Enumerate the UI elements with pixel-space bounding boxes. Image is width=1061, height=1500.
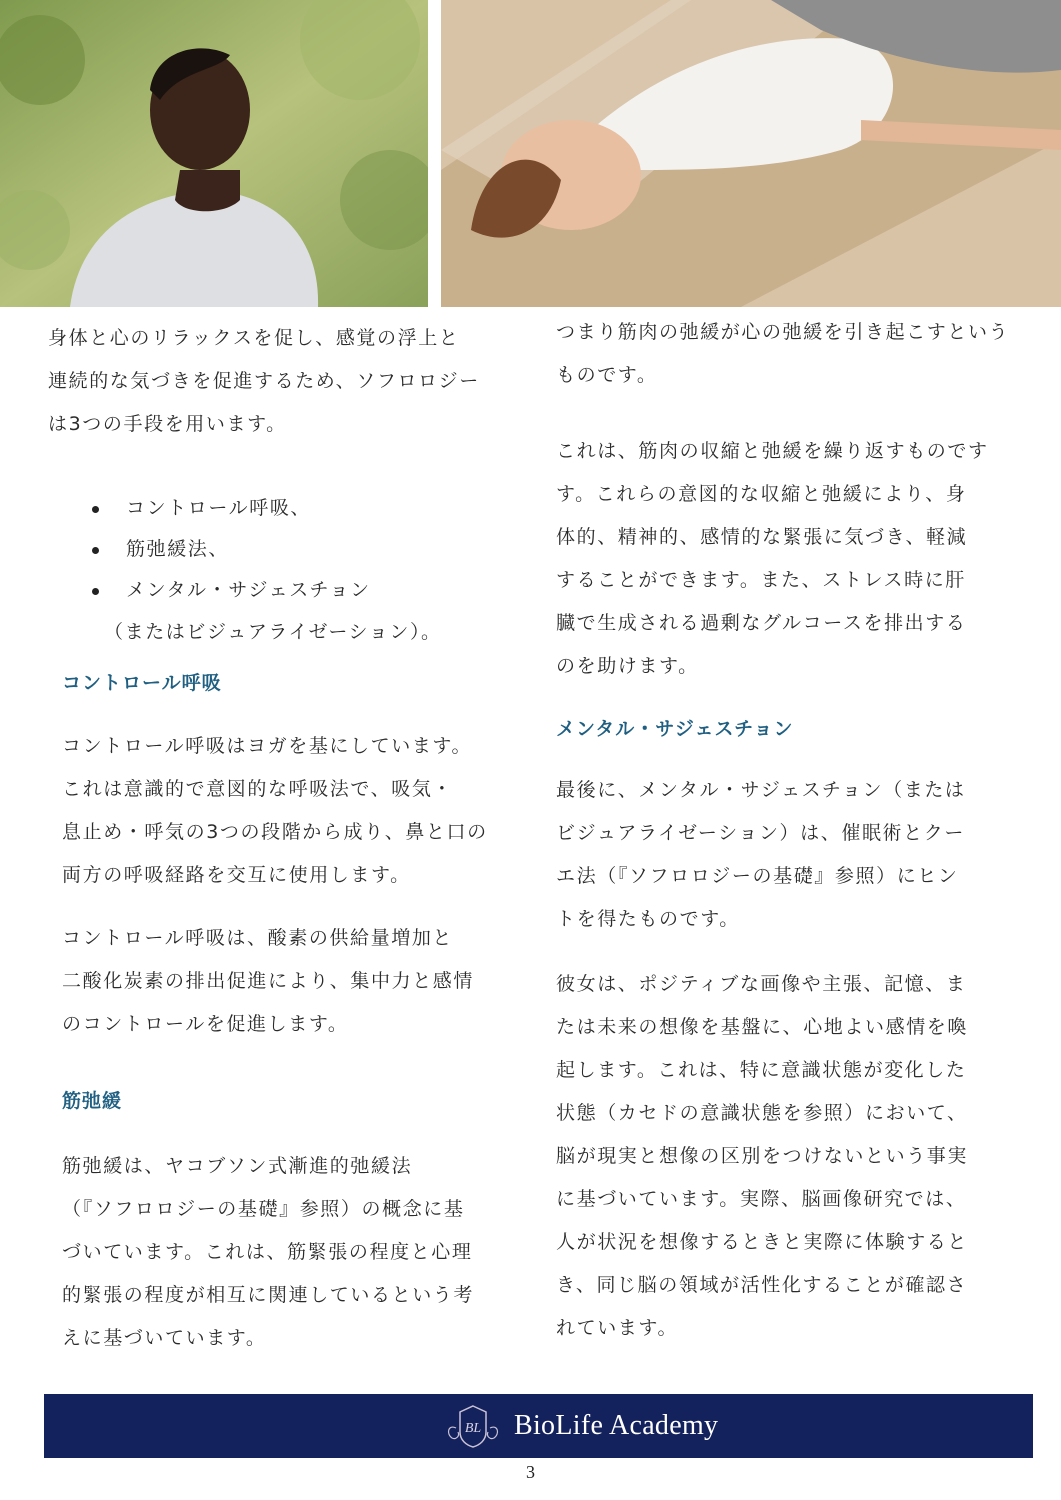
bullet-icon <box>92 506 99 513</box>
text-line: 二酸化炭素の排出促進により、集中力と感情 <box>62 970 475 992</box>
text-line: 連続的な気づきを促進するため、ソフロロジー <box>48 370 480 392</box>
text-line: 人が状況を想像するときと実際に体験すると <box>556 1231 969 1253</box>
text-line: 身体と心のリラックスを促し、感覚の浮上と <box>48 327 460 349</box>
text-line: 両方の呼吸経路を交互に使用します。 <box>62 864 411 886</box>
right-column <box>556 311 1016 1350</box>
text-line: に基づいています。実際、脳画像研究では、 <box>556 1188 967 1210</box>
bullet-icon <box>92 547 99 554</box>
text-line: エ法（『ソフロロジーの基礎』参照）にヒン <box>556 865 959 887</box>
text-line: は3つの手段を用います。 <box>48 413 287 435</box>
text-line: のを助けます。 <box>556 655 699 677</box>
text-line: れています。 <box>556 1317 679 1339</box>
heading-controlled-breathing: コントロール呼吸 <box>62 672 222 694</box>
left-column <box>48 317 508 1360</box>
list-item <box>48 488 508 529</box>
brand-name: BioLife Academy <box>514 1410 719 1441</box>
footer-bar <box>44 1394 1033 1458</box>
brand-logo <box>442 1402 718 1450</box>
text-line: たは未来の想像を基盤に、心地よい感情を喚 <box>556 1016 969 1038</box>
text-line: コントロール呼吸は、酸素の供給量増加と <box>62 927 454 949</box>
text-line: トを得たものです。 <box>556 908 740 930</box>
list-item-label: 筋弛緩法、 <box>126 538 230 560</box>
logo-letters: BL <box>464 1421 482 1436</box>
text-line: す。これらの意図的な収縮と弛緩により、身 <box>556 483 967 505</box>
text-line: 臓で生成される過剰なグルコースを排出する <box>556 612 967 634</box>
text-line: づいています。これは、筋緊張の程度と心理 <box>62 1241 473 1263</box>
heading-muscle-relaxation: 筋弛緩 <box>62 1090 123 1112</box>
text-line: 彼女は、ポジティブな画像や主張、記憶、ま <box>556 973 967 995</box>
muscle-paragraph-1 <box>62 1145 508 1360</box>
text-line: ビジュアライゼーション）は、催眠術とクー <box>556 822 965 844</box>
text-line: コントロール呼吸はヨガを基にしています。 <box>62 735 473 757</box>
text-line: き、同じ脳の領域が活性化することが確認さ <box>556 1274 968 1296</box>
text-line: 最後に、メンタル・サジェスチョン（または <box>556 779 966 801</box>
bullet-icon <box>92 588 99 595</box>
continuation-paragraph <box>556 311 1016 397</box>
breathing-paragraph-2 <box>62 917 508 1046</box>
text-line: 息止め・呼気の3つの段階から成り、鼻と口の <box>62 821 488 843</box>
photo-man-breathing <box>0 0 428 307</box>
text-line: これは、筋肉の収縮と弛緩を繰り返すものです <box>556 440 989 462</box>
text-line: 的緊張の程度が相互に関連しているという考 <box>62 1284 475 1306</box>
page-number: 3 <box>526 1462 535 1482</box>
text-line: 体的、精神的、感情的な緊張に気づき、軽減 <box>556 526 968 548</box>
text-line: 起します。これは、特に意識状態が変化した <box>556 1059 967 1081</box>
text-line: ものです。 <box>556 364 658 386</box>
intro-paragraph <box>48 317 508 446</box>
text-line: 筋弛緩は、ヤコブソン式漸進的弛緩法 <box>62 1155 413 1177</box>
text-line: これは意識的で意図的な呼吸法で、吸気・ <box>62 778 454 800</box>
text-line: えに基づいています。 <box>62 1327 267 1349</box>
crest-icon <box>442 1402 504 1450</box>
text-line: 状態（カセドの意識状態を参照）において、 <box>556 1102 968 1124</box>
muscle-paragraph-2 <box>556 430 1016 688</box>
list-item <box>48 570 508 611</box>
photo-woman-lying <box>441 0 1061 307</box>
list-item-label: メンタル・サジェスチョン <box>126 579 371 601</box>
text-line: 脳が現実と想像の区別をつけないという事実 <box>556 1145 969 1167</box>
text-line: （『ソフロロジーの基礎』参照）の概念に基 <box>62 1198 465 1220</box>
text-line: のコントロールを促進します。 <box>62 1013 349 1035</box>
technique-list <box>48 488 508 611</box>
breathing-paragraph-1 <box>62 725 508 897</box>
mental-paragraph-2 <box>556 963 1016 1350</box>
list-item <box>48 529 508 570</box>
bullet-continuation: （またはビジュアライゼーション）。 <box>104 621 442 643</box>
mental-paragraph-1 <box>556 769 1016 941</box>
list-item-label: コントロール呼吸、 <box>126 497 312 519</box>
text-line: つまり筋肉の弛緩が心の弛緩を引き起こすという <box>556 321 1010 343</box>
heading-mental-suggestion: メンタル・サジェスチョン <box>556 718 794 740</box>
text-line: することができます。また、ストレス時に肝 <box>556 569 966 591</box>
